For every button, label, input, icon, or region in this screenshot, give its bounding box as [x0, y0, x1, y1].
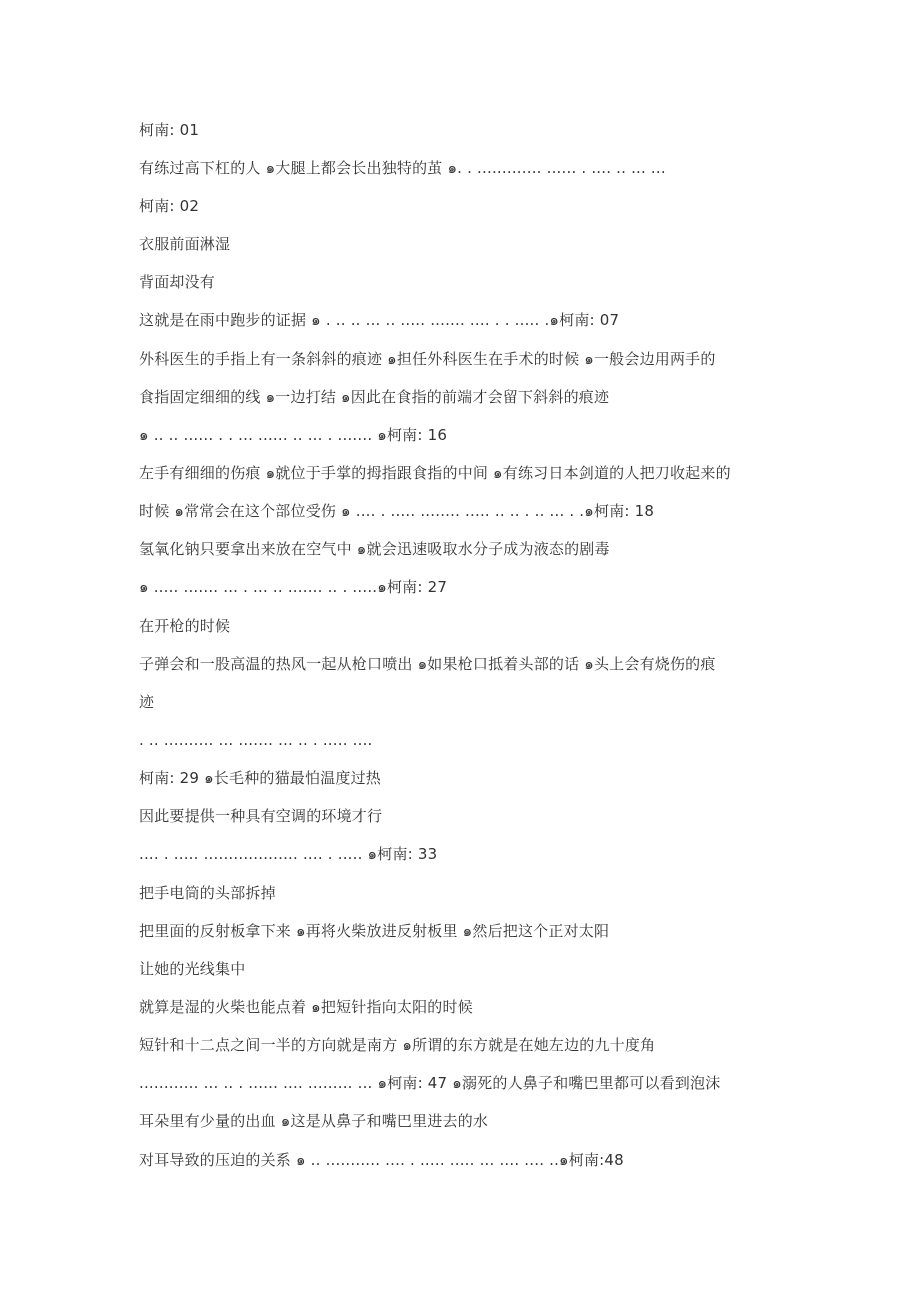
text-line: 柯南: 02: [139, 197, 200, 215]
text-line: 柯南: 01: [139, 121, 200, 139]
text-line: 因此要提供一种具有空调的环境才行: [139, 807, 383, 825]
text-line: ............ ... .. . ...... .... ......... ... ๑柯南: 47 ๑溺死的人鼻子和嘴巴里都可以看到泡沫: [139, 1074, 721, 1092]
text-line: 让她的光线集中: [139, 960, 246, 978]
text-line: 有练过高下杠的人 ๑大腿上都会长出独特的茧 ๑. . ............. ...... . .... .. ... ...: [139, 159, 666, 177]
text-line: 子弹会和一股高温的热风一起从枪口喷出 ๑如果枪口抵着头部的话 ๑头上会有烧伤的痕: [139, 655, 716, 673]
text-line: 耳朵里有少量的出血 ๑这是从鼻子和嘴巴里进去的水: [139, 1112, 489, 1130]
text-line: 衣服前面淋湿: [139, 235, 231, 253]
text-line: 氢氧化钠只要拿出来放在空气中 ๑就会迅速吸取水分子成为液态的剧毒: [139, 540, 610, 558]
text-line: 食指固定细细的线 ๑一边打结 ๑因此在食指的前端才会留下斜斜的痕迹: [139, 388, 610, 406]
text-line: 左手有细细的伤痕 ๑就位于手掌的拇指跟食指的中间 ๑有练习日本剑道的人把刀收起来的: [139, 464, 731, 482]
text-line: 外科医生的手指上有一条斜斜的痕迹 ๑担任外科医生在手术的时候 ๑一般会边用两手的: [139, 350, 716, 368]
text-line: 背面却没有: [139, 273, 216, 291]
text-line: 把手电筒的头部拆掉: [139, 884, 276, 902]
text-line: ๑ .. .. ...... . . ... ...... .. ... . ....... ๑柯南: 16: [139, 426, 448, 444]
text-line: 就算是湿的火柴也能点着 ๑把短针指向太阳的时候: [139, 998, 473, 1016]
text-line: 把里面的反射板拿下来 ๑再将火柴放进反射板里 ๑然后把这个正对太阳: [139, 922, 610, 940]
text-line: 柯南: 29 ๑长毛种的猫最怕温度过热: [139, 769, 381, 787]
text-line: ๑ ..... ....... ... . ... .. ....... .. . .....๑柯南: 27: [139, 578, 448, 596]
text-line: 在开枪的时候: [139, 617, 231, 635]
text-line: 迹: [139, 693, 155, 711]
text-line: 这就是在雨中跑步的证据 ๑ . .. .. ... .. ..... ....... .... . . ..... .๑柯南: 07: [139, 311, 620, 329]
text-line: 对耳导致的压迫的关系 ๑ .. ........... .... . ..... ..... ... .... .... ..๑柯南:48: [139, 1151, 624, 1169]
text-line: . .. .......... ... ....... ... .. . ..... ....: [139, 731, 373, 749]
text-line: 短针和十二点之间一半的方向就是南方 ๑所谓的东方就是在她左边的九十度角: [139, 1036, 656, 1054]
text-line: .... . ..... ................... .... . ..... ๑柯南: 33: [139, 845, 438, 863]
text-line: 时候 ๑常常会在这个部位受伤 ๑ .... . ..... ........ ..... .. .. . .. ... . .๑柯南: 18: [139, 502, 655, 520]
